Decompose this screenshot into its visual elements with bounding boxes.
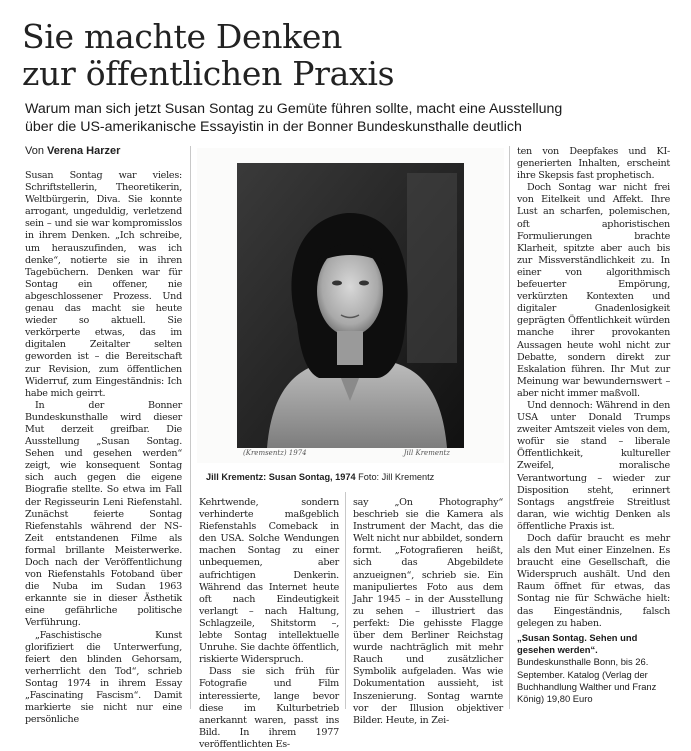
photo-signature: [237, 449, 464, 461]
article-column-3: [353, 497, 503, 726]
article-column-4: [517, 146, 670, 629]
signature-name: Jill Krementz: [403, 449, 450, 457]
paragraph: Dass sie sich früh für Fotografie und Film interessierte, lange bevor diese im Kulturbetrieb anerkannt waren, passt ins Bild. In ihrem 1977 veröffentlichten Es-: [199, 666, 339, 750]
byline-author: Verena Harzer: [47, 145, 121, 157]
caption-credit: Foto: Jill Krementz: [358, 472, 435, 482]
portrait-photo: [237, 163, 464, 448]
column-divider: [190, 146, 191, 709]
paragraph: say „On Photography“ beschrieb sie die Kamera als Instrument der Macht, das die Welt nicht nur abbildet, sondern formt. „Fotografieren heißt, sich das Abgebildete anzueignen“, schrieb sie. Ein manipuliertes Foto aus dem Jahr 1945 – in der Ausstellung zu sehen – illustriert das perfekt: Die gehisste Flagge über dem Berliner Reichstag wurde nachträglich mit mehr Rauch und zusätzlicher Symbolik aufgeladen. Was wie Dokumentation aussieht, ist Inszenierung. Sontag warnte vor der Illusion objektiver Bilder. Heute, in Zei-: [353, 497, 503, 726]
photo-caption: [206, 472, 434, 482]
headline: [22, 18, 672, 92]
headline-line-2: zur öffentlichen Praxis: [22, 54, 395, 93]
article-column-2: [199, 497, 339, 750]
exhibition-name: „Susan Sontag. Sehen und gesehen werden“.: [517, 632, 638, 656]
paragraph: Kehrtwende, sondern verhinderte maßgeblich Riefenstahls Comeback in den USA. Solche Wendungen machen Sontag zu einer unbequemen, aber aufrichtigen Denkerin. Während das Internet heute oft nach Eindeutigkeit verlangt – nach Haltung, Schlagzeile, Shitstorm –, lebte Sontag intellektuelle Unruhe. Sie dachte öffentlich, riskierte Widerspruch.: [199, 497, 339, 666]
byline-prefix: Von: [25, 145, 44, 157]
column-divider: [509, 146, 510, 709]
paragraph: Und dennoch: Während in den USA unter Donald Trumps zweiter Amtszeit vieles von dem, wofür sie stand – liberale Öffentlichkeit, kultureller Zweifel, moralische Verantwortung – wieder zur Disposition steht, erinnert Sontags angstfreie Streitlust daran, wie wichtig Denken als öffentliche Praxis ist.: [517, 399, 670, 532]
column-divider: [345, 492, 346, 709]
byline: [25, 145, 120, 157]
paragraph: ten von Deepfakes und KI-generierten Inhalten, erscheint ihre Skepsis fast prophetisch.: [517, 146, 670, 182]
paragraph: Doch Sontag war nicht frei von Eitelkeit und Affekt. Ihre Lust an scharfen, polemischen, oft aphoristischen Formulierungen brachte Klarheit, spitzte aber auch bis zur Missverständlichkeit zu. In einer von algorithmisch befeuerter Empörung, verkürzten Kontexten und digitaler Gnadenlosigkeit geprägten Öffentlichkeit würden manche ihrer provokanten Aussagen heute wohl nicht zur Debatte, sondern direkt zur Eskalation führen. Ihr Mut zur Meinung war bewundernswert – aber nicht immer maßvoll.: [517, 182, 670, 399]
caption-title: Jill Krementz: Susan Sontag, 1974: [206, 472, 356, 482]
teaser: Warum man sich jetzt Susan Sontag zu Gemüte führen sollte, macht eine Ausstellung über die US-amerikanische Essayistin in der Bonner Bundeskunsthalle deutlich: [25, 101, 563, 135]
photo-frame: [197, 148, 504, 463]
exhibition-infobox: [517, 632, 672, 705]
exhibition-details: Bundeskunsthalle Bonn, bis 26. September. Katalog (Verlag der Buchhandlung Walther und Franz König) 19,80 Euro: [517, 656, 657, 705]
paragraph: Susan Sontag war vieles: Schriftstellerin, Theoretikerin, Weltbürgerin, Diva. Sie konnte arrogant, ungeduldig, verletzend sein – und sie war kompromisslos in ihrem Denken. „Ich schreibe, um herauszufinden, was ich denke“, notierte sie in ihren Tagebüchern. Denken war für Sontag ein offener, nie abgeschlossener Prozess. Und genau das macht sie heute wieder so aktuell. Sie verkörperte etwas, das im digitalen Zeitalter selten geworden ist – die Bereitschaft zur Revision, zum öffentlichen Widerruf, zum Eingeständnis: Ich habe mich geirrt.: [25, 170, 182, 399]
portrait-illustration: [237, 163, 464, 448]
paragraph: Doch dafür braucht es mehr als den Mut einer Einzelnen. Es braucht eine Gesellschaft, die Widerspruch aushält. Und den Raum öffnet für etwas, das Sontag nie für Schwäche hielt: das Eingeständnis, falsch gelegen zu haben.: [517, 533, 670, 629]
signature-date: (Kremsentz) 1974: [243, 449, 307, 457]
headline-line-1: Sie machte Denken: [22, 17, 343, 56]
article-column-1: [25, 170, 182, 726]
paragraph: In der Bonner Bundeskunsthalle wird dieser Mut derzeit greifbar. Die Ausstellung „Susan Sontag. Sehen und gesehen werden“ zeigt, wie konsequent Sontag sich auch gegen die eigene Biografie stellte. So etwa im Fall der Regisseurin Leni Riefenstahl. Zunächst feierte Sontag Riefenstahls während der NS-Zeit entstandenen Filme als formal brillante Meisterwerke. Doch nach der Veröffentlichung von Riefenstahls Fotoband über die Nuba im Sudan 1963 erkannte sie in dieser Ästhetik eine gefährliche politische Verführung.: [25, 399, 182, 629]
paragraph: „Faschistische Kunst glorifiziert die Unterwerfung, feiert den blinden Gehorsam, verherrlicht den Tod“, schrieb Sontag 1974 in ihrem Essay „Fascinating Fascism“. Damit markierte sie nicht nur eine persönliche: [25, 629, 182, 726]
